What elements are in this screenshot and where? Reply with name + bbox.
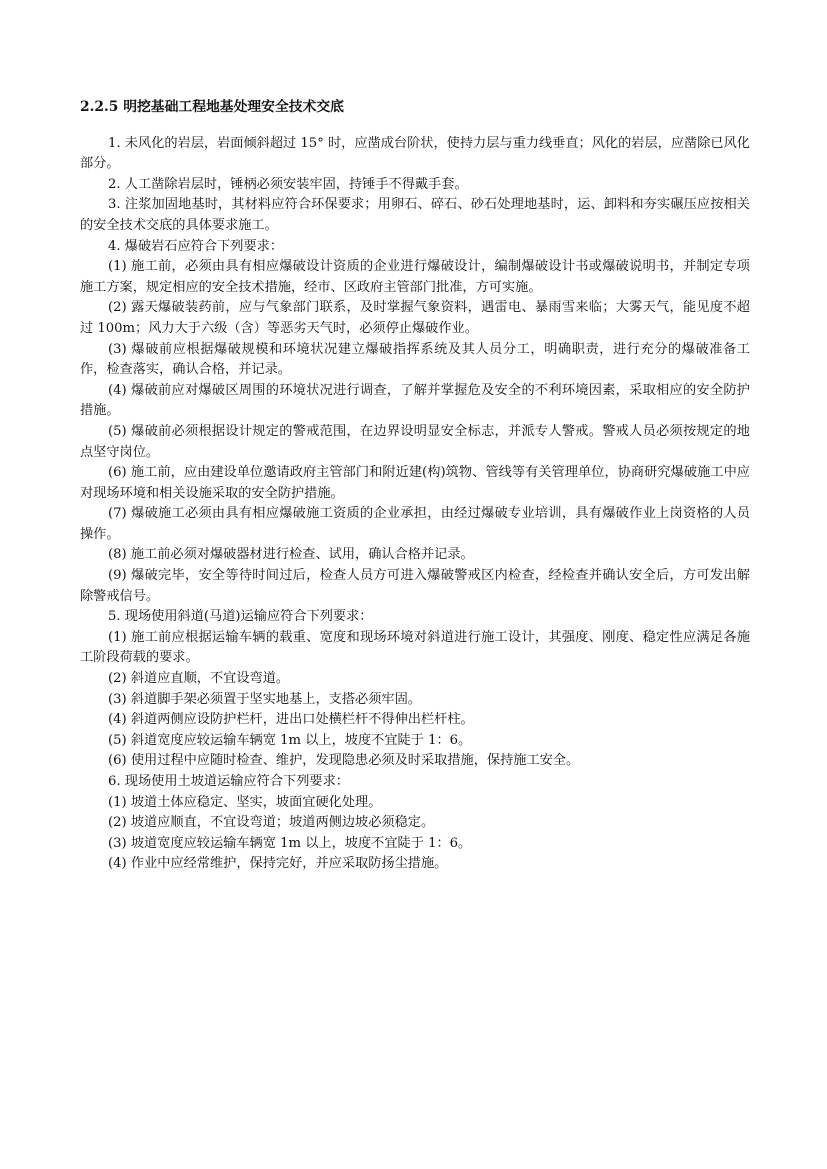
paragraph: (7) 爆破施工必须由具有相应爆破施工资质的企业承担，由经过爆破专业培训，具有爆破作业上岗资格的人员操作。	[80, 506, 750, 542]
paragraph: (4) 爆破前应对爆破区周围的环境状况进行调查，了解并掌握危及安全的不利环境因素，采取相应的安全防护措施。	[80, 382, 750, 419]
paragraph: (3) 爆破前应根据爆破规模和环境状况建立爆破指挥系统及其人员分工，明确职责，进行充分的爆破准备工作，检查落实，确认合格，并记录。	[80, 341, 750, 378]
section-title: 2.2.5 明挖基础工程地基处理安全技术交底	[80, 99, 344, 115]
paragraph: (1) 坡道土体应稳定、坚实，坡面宜硬化处理。	[108, 794, 382, 810]
paragraph: (3) 斜道脚手架必须置于坚实地基上，支搭必须牢固。	[108, 691, 421, 707]
section-body	[80, 134, 750, 875]
document-page	[80, 97, 750, 875]
paragraph: (1) 施工前应根据运输车辆的载重、宽度和现场环境对斜道进行施工设计，其强度、刚度、稳定性应满足各施工阶段荷载的要求。	[80, 629, 750, 666]
paragraph: 3. 注浆加固地基时，其材料应符合环保要求；用卵石、碎石、砂石处理地基时，运、卸料和夯实碾压应按相关的安全技术交底的具体要求施工。	[80, 197, 750, 233]
paragraph: (2) 斜道应直顺，不宜设弯道。	[108, 671, 290, 687]
paragraph: (6) 使用过程中应随时检查、维护，发现隐患必须及时采取措施，保持施工安全。	[108, 753, 580, 769]
paragraph: 4. 爆破岩石应符合下列要求：	[108, 238, 284, 254]
paragraph: (2) 露天爆破装药前，应与气象部门联系，及时掌握气象资料，遇雷电、暴雨雪来临；大雾天气，能见度不超过 100m；风力大于六级（含）等恶劣天气时，必须停止爆破作业。	[80, 300, 750, 336]
paragraph: (6) 施工前，应由建设单位邀请政府主管部门和附近建(构)筑物、管线等有关管理单位，协商研究爆破施工中应对现场环境和相关设施采取的安全防护措施。	[80, 465, 750, 501]
paragraph: (5) 爆破前必须根据设计规定的警戒范围，在边界设明显安全标志，并派专人警戒。警戒人员必须按规定的地点坚守岗位。	[80, 423, 750, 460]
paragraph: (4) 斜道两侧应设防护栏杆，进出口处横栏杆不得伸出栏杆柱。	[108, 712, 474, 728]
paragraph: (9) 爆破完毕，安全等待时间过后，检查人员方可进入爆破警戒区内检查，经检查并确认安全后，方可发出解除警戒信号。	[80, 568, 750, 604]
paragraph: 1. 未风化的岩层，岩面倾斜超过 15° 时，应凿成台阶状，使持力层与重力线垂直；风化的岩层，应凿除已风化部分。	[80, 135, 750, 172]
paragraph: (5) 斜道宽度应较运输车辆宽 1m 以上，坡度不宜陡于 1：6。	[108, 732, 472, 748]
paragraph: (4) 作业中应经常维护，保持完好，并应采取防扬尘措施。	[108, 856, 448, 872]
paragraph: (1) 施工前，必须由具有相应爆破设计资质的企业进行爆破设计，编制爆破设计书或爆破说明书，并制定专项施工方案，规定相应的安全技术措施，经市、区政府主管部门批准，方可实施。	[80, 259, 750, 295]
paragraph: 5. 现场使用斜道(马道)运输应符合下列要求：	[108, 609, 373, 625]
paragraph: (2) 坡道应顺直，不宜设弯道；坡道两侧边坡必须稳定。	[108, 815, 435, 831]
paragraph: 2. 人工凿除岩层时，锤柄必须安装牢固，持锤手不得戴手套。	[108, 176, 468, 192]
paragraph: (3) 坡道宽度应较运输车辆宽 1m 以上，坡度不宜陡于 1：6。	[108, 835, 472, 851]
paragraph: 6. 现场使用土坡道运输应符合下列要求：	[108, 774, 349, 789]
paragraph: (8) 施工前必须对爆破器材进行检查、试用，确认合格并记录。	[108, 547, 474, 563]
